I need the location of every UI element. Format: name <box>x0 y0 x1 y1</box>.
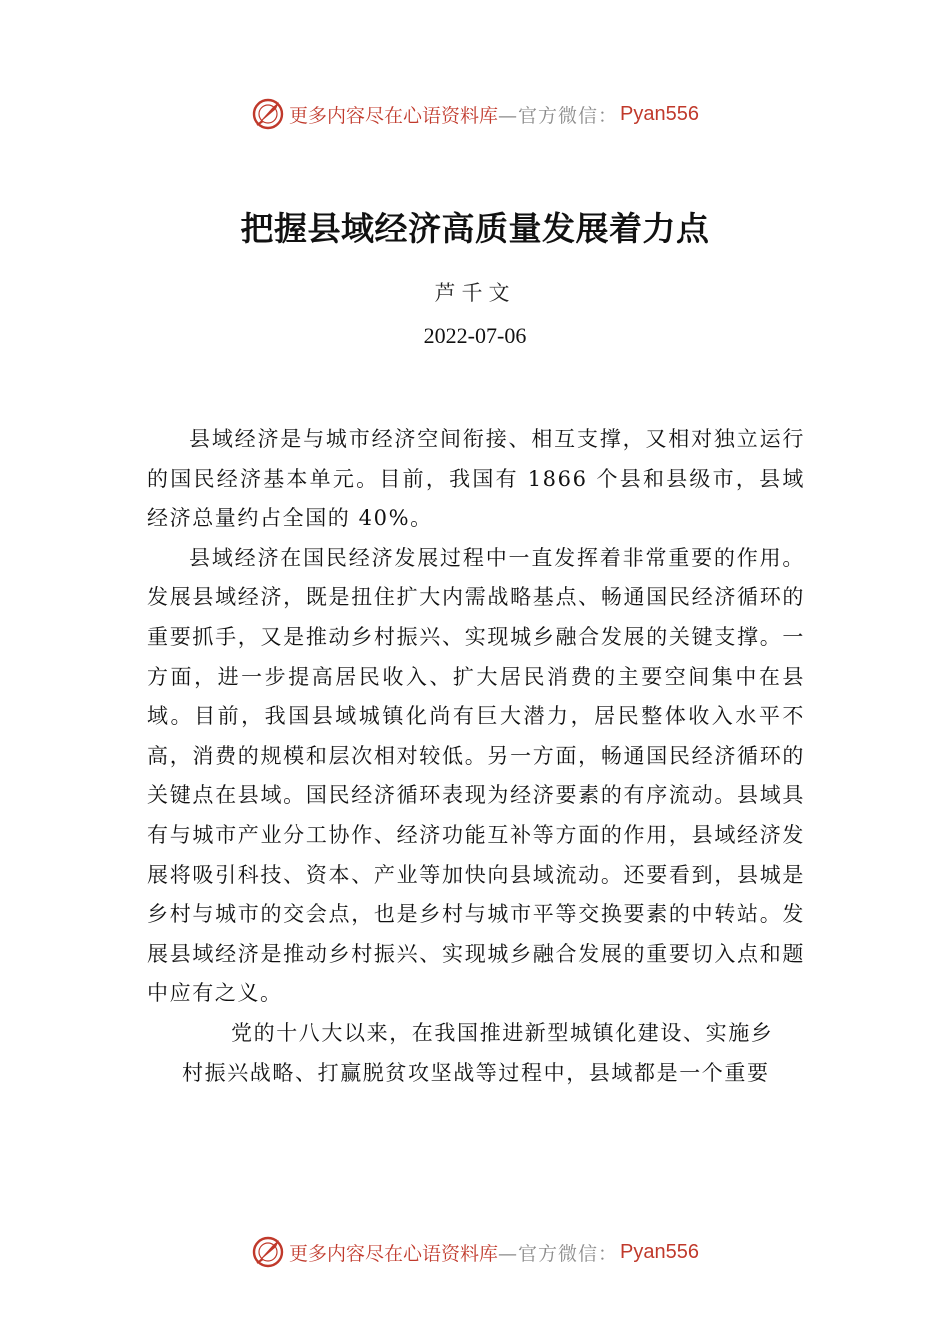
header-banner <box>0 94 950 134</box>
paragraph-3-line-1: 党的十八大以来，在我国推进新型城镇化建设、实施乡 <box>231 1020 774 1045</box>
article-body <box>147 420 805 1093</box>
quill-logo-icon <box>251 1235 285 1269</box>
paragraph-3 <box>147 1014 805 1093</box>
footer-official-text: —官方微信： <box>498 1242 619 1265</box>
banner-official-text: —官方微信： <box>498 104 619 127</box>
paragraph-2: 县域经济在国民经济发展过程中一直发挥着非常重要的作用。发展县域经济，既是扭住扩大内需战略基点、畅通国民经济循环的重要抓手，又是推动乡村振兴、实现城乡融合发展的关键支撑。一方面，进一步提高居民收入、扩大居民消费的主要空间集中在县域。目前，我国县域城镇化尚有巨大潜力，居民整体收入水平不高，消费的规模和层次相对较低。另一方面，畅通国民经济循环的关键点在县域。国民经济循环表现为经济要素的有序流动。县域具有与城市产业分工协作、经济功能互补等方面的作用，县域经济发展将吸引科技、资本、产业等加快向县域流动。还要看到，县城是乡村与城市的交会点，也是乡村与城市平等交换要素的中转站。发展县域经济是推动乡村振兴、实现城乡融合发展的重要切入点和题中应有之义。 <box>147 545 805 1006</box>
banner-library-text: 更多内容尽在心语资料库 <box>289 104 499 127</box>
paragraph-3-line-2: 村振兴战略、打赢脱贫攻坚战等过程中，县域都是一个重要 <box>182 1060 770 1085</box>
footer-library-text: 更多内容尽在心语资料库 <box>289 1242 499 1265</box>
article-author: 芦千文 <box>434 281 516 305</box>
article-title: 把握县域经济高质量发展着力点 <box>240 209 710 248</box>
banner-wechat-id: Pyan556 <box>620 102 699 125</box>
footer-banner <box>0 1232 950 1272</box>
paragraph-1: 县域经济是与城市经济空间衔接、相互支撑，又相对独立运行的国民经济基本单元。目前，我国有 1866 个县和县级市，县域经济总量约占全国的 40%。 <box>147 427 805 531</box>
footer-wechat-id: Pyan556 <box>620 1240 699 1263</box>
article-date: 2022-07-06 <box>423 323 527 348</box>
quill-logo-icon <box>251 97 285 131</box>
